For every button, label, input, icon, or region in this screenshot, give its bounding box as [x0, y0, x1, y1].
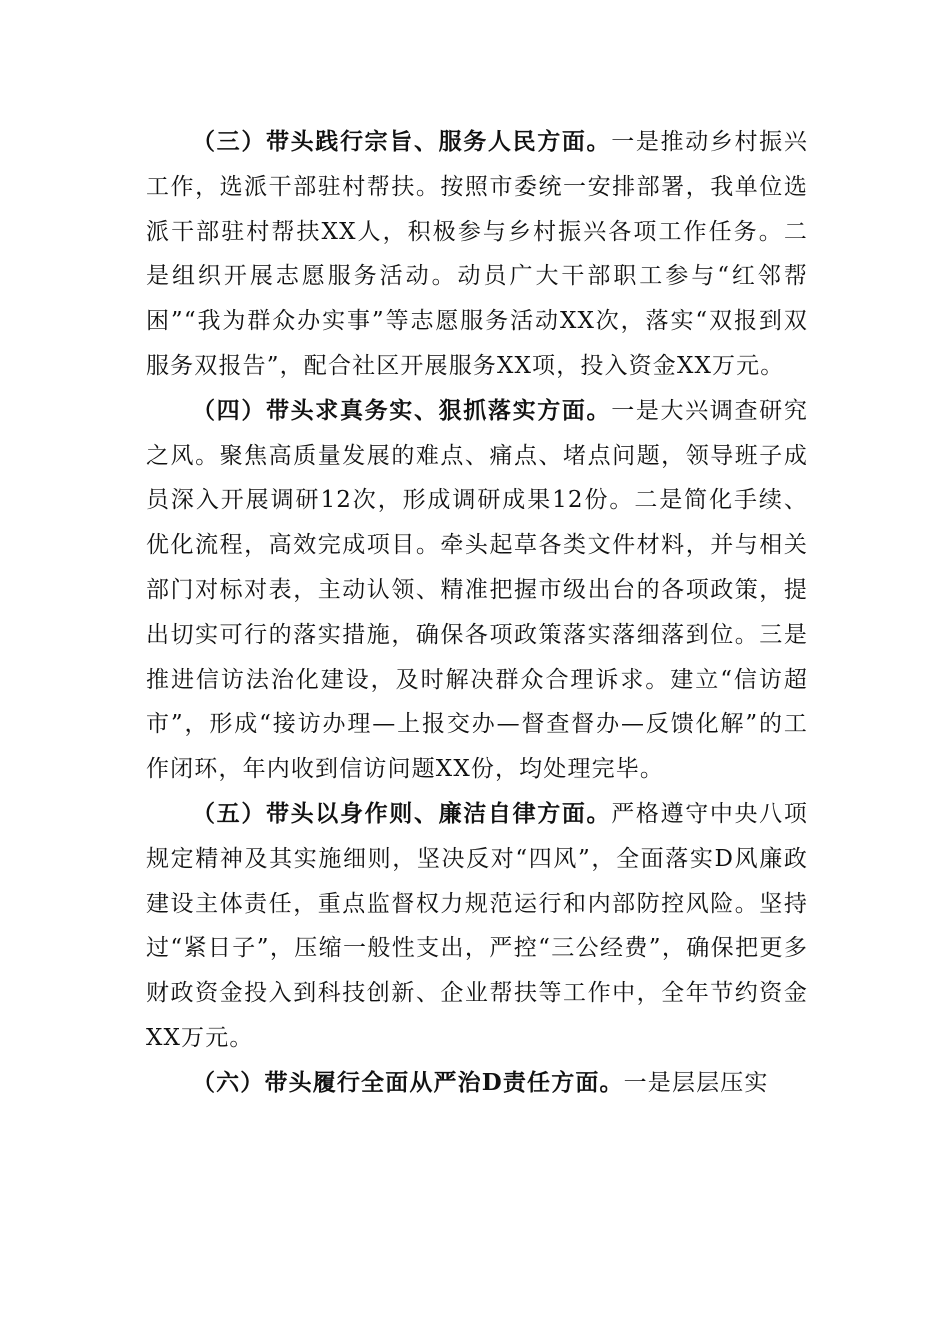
document-body: [146, 120, 808, 1106]
paragraph-section-4: [146, 389, 808, 792]
section-3-body: 一是推动乡村振兴工作，选派干部驻村帮扶。按照市委统一安排部署，我单位选派干部驻村帮扶XX人，积极参与乡村振兴各项工作任务。二是组织开展志愿服务活动。动员广大干部职工参与“红邻帮困”“我为群众办实事”等志愿服务活动XX次，落实“双报到双服务双报告”，配合社区开展服务XX项，投入资金XX万元。: [146, 129, 808, 379]
paragraph-section-5: [146, 792, 808, 1061]
paragraph-section-3: [146, 120, 808, 389]
paragraph-section-6: [146, 1061, 808, 1106]
section-5-heading: （五）带头以身作则、廉洁自律方面。: [192, 799, 612, 827]
section-3-heading: （三）带头践行宗旨、服务人民方面。: [192, 128, 612, 155]
section-6-heading: （六）带头履行全面从严治D责任方面。: [192, 1068, 624, 1096]
section-6-body: 一是层层压实: [623, 1069, 769, 1096]
section-4-body: 一是大兴调查研究之风。聚焦高质量发展的难点、痛点、堵点问题，领导班子成员深入开展调研12次，形成调研成果12份。二是简化手续、优化流程，高效完成项目。牵头起草各类文件材料，并与相关部门对标对表，主动认领、精准把握市级出台的各项政策，提出切实可行的落实措施，确保各项政策落实落细落到位。三是推进信访法治化建设，及时解决群众合理诉求。建立“信访超市”，形成“接访办理—上报交办—督查督办—反馈化解”的工作闭环，年内收到信访问题XX份，均处理完毕。: [146, 397, 808, 783]
section-5-body: 严格遵守中央八项规定精神及其实施细则，坚决反对“四风”，全面落实D风廉政建设主体责任，重点监督权力规范运行和内部防控风险。坚持过“紧日子”，压缩一般性支出，严控“三公经费”，确保把更多财政资金投入到科技创新、企业帮扶等工作中，全年节约资金XX万元。: [146, 800, 808, 1051]
section-4-heading: （四）带头求真务实、狠抓落实方面。: [192, 396, 612, 424]
